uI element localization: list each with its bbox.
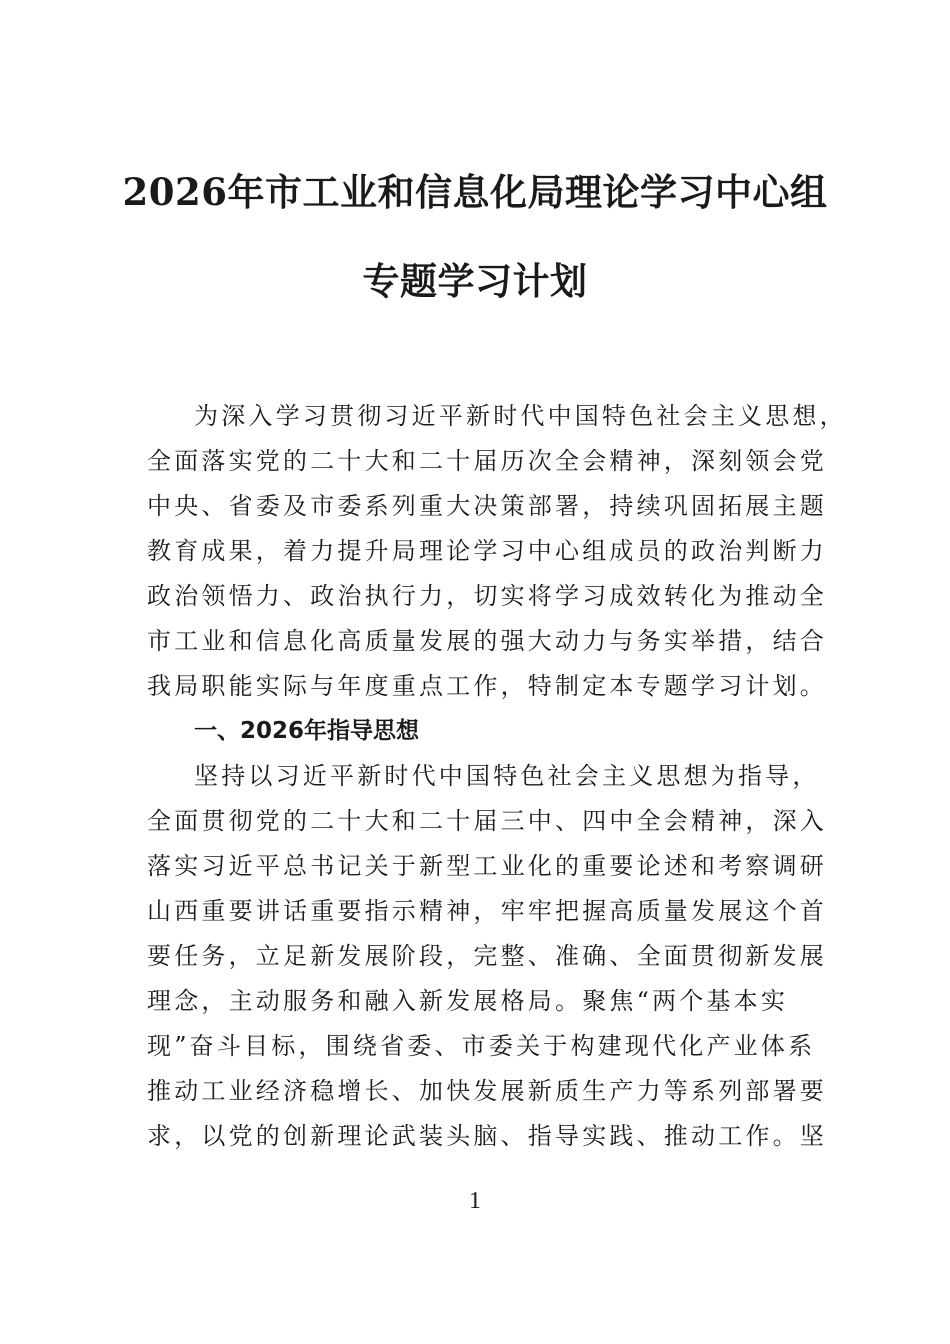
page-number: 1: [469, 1188, 481, 1214]
section-paragraph-line: 落实习近平总书记关于新型工业化的重要论述和考察调研: [147, 852, 827, 880]
intro-paragraph-line: 我局职能实际与年度重点工作，特制定本专题学习计划。: [147, 672, 827, 700]
section-paragraph-line: 求，以党的创新理论武装头脑、指导实践、推动工作。坚: [147, 1122, 827, 1150]
section-paragraph-line: 全面贯彻党的二十大和二十届三中、四中全会精神，深入: [147, 807, 827, 835]
document-title-line-1: 2026年市工业和信息化局理论学习中心组: [122, 170, 828, 214]
intro-paragraph-line: 教育成果，着力提升局理论学习中心组成员的政治判断力: [147, 537, 827, 565]
section-paragraph-line: 理念，主动服务和融入新发展格局。聚焦“两个基本实: [147, 987, 789, 1015]
intro-paragraph-line: 为深入学习贯彻习近平新时代中国特色社会主义思想，: [194, 402, 847, 430]
section-paragraph-line: 推动工业经济稳增长、加快发展新质生产力等系列部署要: [147, 1077, 827, 1105]
intro-paragraph-line: 市工业和信息化高质量发展的强大动力与务实举措，结合: [147, 627, 827, 655]
section-paragraph-line: 坚持以习近平新时代中国特色社会主义思想为指导，: [194, 762, 820, 790]
intro-paragraph-line: 政治领悟力、政治执行力，切实将学习成效转化为推动全: [147, 582, 827, 610]
intro-paragraph-line: 中央、省委及市委系列重大决策部署，持续巩固拓展主题: [147, 492, 827, 520]
section-heading-guiding-thought: 一、2026年指导思想: [194, 718, 420, 744]
section-paragraph-line: 现”奋斗目标，围绕省委、市委关于构建现代化产业体系: [147, 1032, 816, 1060]
section-paragraph-line: 要任务，立足新发展阶段，完整、准确、全面贯彻新发展: [147, 942, 827, 970]
intro-paragraph-line: 全面落实党的二十大和二十届历次全会精神，深刻领会党: [147, 447, 827, 475]
section-paragraph-line: 山西重要讲话重要指示精神，牢牢把握高质量发展这个首: [147, 897, 827, 925]
document-title-line-2: 专题学习计划: [362, 259, 588, 303]
